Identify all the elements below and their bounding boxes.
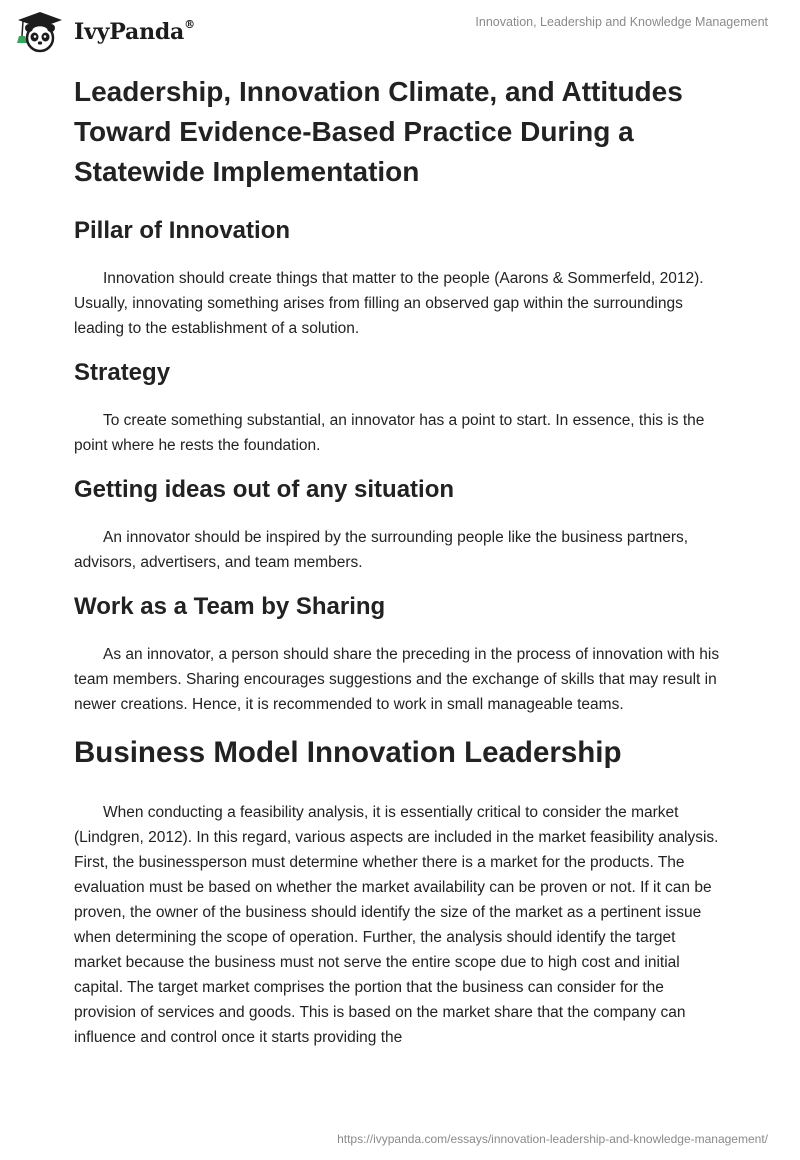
section-paragraph: To create something substantial, an innovator has a point to start. In essence, this is the point where he rests the foundation. xyxy=(74,412,705,454)
essay-content xyxy=(74,72,724,1067)
page-header xyxy=(0,0,800,60)
section-heading: Getting ideas out of any situation xyxy=(74,476,455,503)
main-section-heading: Business Model Innovation Leadership xyxy=(74,736,622,769)
section-heading: Strategy xyxy=(74,359,171,386)
section-heading: Work as a Team by Sharing xyxy=(74,593,386,620)
main-section-paragraph: When conducting a feasibility analysis, it is essentially critical to consider the market (Lindgren, 2012). In this regard, various aspects are included in the market feasibility analysis. First, the businessperson must determine whether there is a market for the products. The evaluation must be based on whether the market availability can be proven or not. If it can be proven, the owner of the business should identify the size of the market as a pertinent issue when determining the scope of operation. Further, the analysis should identify the target market because the business must not serve the entire scope due to high cost and initial capital. The target market comprises the portion that the business can consider for the provision of services and goods. This is based on the market share that the company can influence and control once it starts providing the xyxy=(74,804,719,1046)
running-title: Innovation, Leadership and Knowledge Management xyxy=(475,15,768,29)
brand-name: IvyPanda® xyxy=(74,17,195,45)
section-heading: Pillar of Innovation xyxy=(74,217,291,244)
section-paragraph: As an innovator, a person should share the preceding in the process of innovation with his team members. Sharing encourages suggestions and the exchange of skills that may result in newer creations. Hence, it is recommended to work in small manageable teams. xyxy=(74,646,720,713)
section-paragraph: An innovator should be inspired by the surrounding people like the business partners, advisors, advertisers, and team members. xyxy=(74,529,689,571)
panda-graduate-icon xyxy=(14,10,66,54)
essay-title: Leadership, Innovation Climate, and Attitudes Toward Evidence-Based Practice During a Statewide Implementation xyxy=(74,76,683,187)
ivypanda-logo[interactable] xyxy=(14,8,195,56)
section-paragraph: Innovation should create things that matter to the people (Aarons & Sommerfeld, 2012). Usually, innovating something arises from filling an observed gap within the surroundings leading to the establishment of a solution. xyxy=(74,270,704,337)
source-url[interactable]: https://ivypanda.com/essays/innovation-leadership-and-knowledge-management/ xyxy=(337,1132,768,1146)
